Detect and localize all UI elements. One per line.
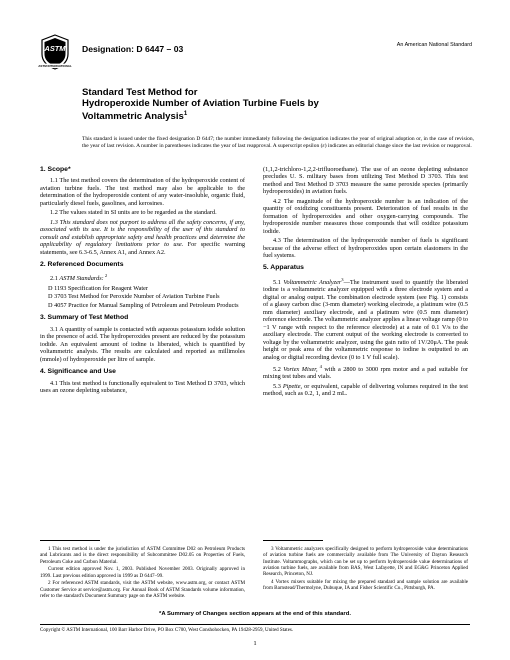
reference-d4057: D 4057 Practice for Manual Sampling of Petroleum and Petroleum Products [48,301,239,309]
referenced-docs-heading: 2. Referenced Documents [40,260,124,268]
para-2-1-sup: 2 [103,273,108,279]
left-column [40,166,245,396]
designation: Designation: D 6447 – 03 [82,44,184,54]
voltammetric-analyzer-term: Voltammetric Analyzer [283,278,342,286]
summary-heading: 3. Summary of Test Method [40,314,129,322]
astm-logo-icon [40,34,70,70]
apparatus-heading: 5. Apparatus [263,264,304,272]
para-5-3 [263,383,468,398]
footnote-1: 1 This test method is under the jurisdiction of ASTM Committee D02 on Petroleum Products and Lubricants and is the direct responsibility of Subcommittee D02.05 on Properties of Fuels, Petroleum Coke and Carbon Material. [40,546,245,565]
para-3-1: 3.1 A quantity of sample is contacted with aqueous potassium iodide solution in the presence of acid. The hydroperoxides present are reduced by the potassium iodide. An equivalent amount of iodine is liberated, which is quantified by voltammetric analysis. The results are calculated and reported as millimoles (mmole) of hydroperoxide per litre of sample. [40,325,245,363]
para-1-1: 1.1 The test method covers the determination of the hydroperoxide content of aviation turbine fuels. The test method may also be applicable to the determination of the hydroperoxide content of any water-insoluble, organic fluid, particularly diesel fuels, gasolines, and kerosines. [40,177,245,207]
para-2-1-label: 2.1 [50,275,60,283]
para-5-2-sup: 4 [317,363,322,369]
para-1-2: 1.2 The values stated in SI units are to be regarded as the standard. [50,209,217,217]
para-5-3-text: , or equivalent, capable of delivering volumes required in the test method, such as 0.2, 1, and 2 mL. [263,382,468,398]
title-footnote-mark: 1 [183,111,188,118]
astm-standards-label: ASTM Standards: [59,275,104,283]
para-5-1 [263,276,468,361]
scope-heading: 1. Scope* [40,166,71,173]
title-line-1: Standard Test Method for [82,87,198,98]
footnote-2: 2 For referenced ASTM standards, visit the ASTM website, www.astm.org, or contact ASTM Customer Service at service@astm.org. For Annual Book of ASTM Standards volume information, refer to the standard's Document Summary page on the ASTM website. [40,580,245,600]
reference-d1193: D 1193 Specification for Reagent Water [48,284,148,292]
footnote-rule-left [40,540,100,541]
para-1-3-italic: 1.3 This standard does not purport to address all the safety concerns, if any, associated with its use. It is the responsibility of the user of this standard to consult and establish appropriate safety and health practices and determine the applicability of regulatory limitations prior to use. [40,218,245,249]
page-number: 1 [253,640,257,647]
para-2-1 [50,272,245,283]
para-5-2-label: 5.2 [273,366,284,374]
svg-text:ASTM INTERNATIONAL: ASTM INTERNATIONAL [38,64,72,69]
para-5-1-text: —The instrument used to quantify the liberated iodine is a voltammetric analyzer equipped with a three electrode system and a digital or analog output. The combination electrode system (see Fig. 1) consists of a glassy carbon disc (3-mm diameter) working electrode, a platinum wire (0.5 mm diameter) auxiliary electrode, and a platinum wire (0.5 mm diameter) reference electrode. The voltammetric analyzer applies a linear voltage ramp (0 to −1 V range with respect to the reference electrode) at a rate of 0.1 V/s to the auxiliary electrode. The current output of the working electrode is converted to voltage by the voltammetric analyzer, using the gain ratio of 1V/20μA. The peak height or peak area of the voltammetric response to iodine is outputted to an analog or digital recording device (0 to 1 V full scale). [263,278,468,361]
title-line-3-text: Voltammetric Analysis [82,111,184,123]
title-line-3 [82,109,412,122]
para-4-1-cont: (1,1,2-trichloro-1,2,2-trifluoroethane). The use of an ozone depleting substance precludes U. S. military bases from utilizing Test Method D 3703. This test method and Test Method D 3703 measure the same peroxide species (primarily hydroperoxides) in aviation fuels. [263,166,468,196]
para-1-3-tail: For specific warning statements, see 6.3-6.5, Annex A1, and Annex A2. [40,241,245,256]
para-1-3 [40,219,245,256]
summary-of-changes-note: *A Summary of Changes section appears at the end of this standard. [159,611,351,617]
footnote-3: 3 Voltammetric analyzers specifically designed to perform hydroperoxide value determinations of aviation turbine fuels are commercially available from The University of Dayton Research Institute. Voltammographs, which can be set up to perform hydroperoxide value determinations of aviation turbine fuels, are available from BAS, West Lafayette, IN and EG&G Princeton Applied Research, Princeton, NJ. [263,546,468,578]
svg-text:ASTM: ASTM [44,44,66,53]
copyright-line: Copyright © ASTM International, 100 Barr Harbor Drive, PO Box C700, West Conshohocken, PA 19428-2959, United States. [40,624,470,633]
issued-note: This standard is issued under the fixed designation D 6447; the number immediately following the designation indicates the year of original adoption or, in the case of revision, the year of last revision. A number in parentheses indicates the year of last reapproval. A superscript epsilon (ε) indicates an editorial change since the last revision or reapproval. [82,136,474,150]
para-5-3-label: 5.3 [273,382,283,390]
reference-d3703: D 3703 Test Method for Peroxide Number of Aviation Turbine Fuels [48,293,220,301]
para-4-2: 4.2 The magnitude of the hydroperoxide number is an indication of the quantity of oxidizing constituents present. Deterioration of fuel results in the formation of hydroperoxides and other oxygen-carrying compounds. The hydroperoxide number measures those compounds that will oxidize potassium iodide. [263,197,468,235]
title-line-2: Hydroperoxide Number of Aviation Turbine Fuels by [82,98,319,110]
significance-heading: 4. Significance and Use [40,368,116,376]
vortex-mixer-term: Vortex Mixer, [283,366,318,374]
pipette-term: Pipette [282,382,301,390]
standard-org: An American National Standard [396,42,472,48]
right-column [263,166,468,400]
para-5-2-text: with a 2800 to 3000 rpm motor and a pad suitable for mixing test tubes and vials. [263,366,469,381]
footnote-rule-right [263,540,323,541]
footnotes-left [40,546,245,601]
para-5-2 [263,363,468,381]
para-4-1: 4.1 This test method is functionally equivalent to Test Method D 3703, which uses an ozone depleting substance, [40,379,245,394]
footnotes-right [263,546,468,593]
para-5-1-label: 5.1 [273,278,284,286]
para-5-1-sup: 3 [341,276,344,282]
footnote-1-edition: Current edition approved Nov. 1, 2003. Published November 2003. Originally approved in 1999. Last previous edition approved in 1999 as D 6447–99. [40,566,245,579]
title-block [82,87,412,123]
footnote-4: 4 Vortex mixers suitable for mixing the prepared standard and sample solution are available from Barnstead/Thermolyne, Dubuque, IA and Fisher Scientific Co., Pittsburgh, PA. [263,578,468,592]
astm-logo [40,34,70,70]
para-4-3: 4.3 The determination of the hydroperoxide number of fuels is significant because of the adverse effect of hydroperoxides upon certain elastomers in the fuel systems. [263,237,468,259]
